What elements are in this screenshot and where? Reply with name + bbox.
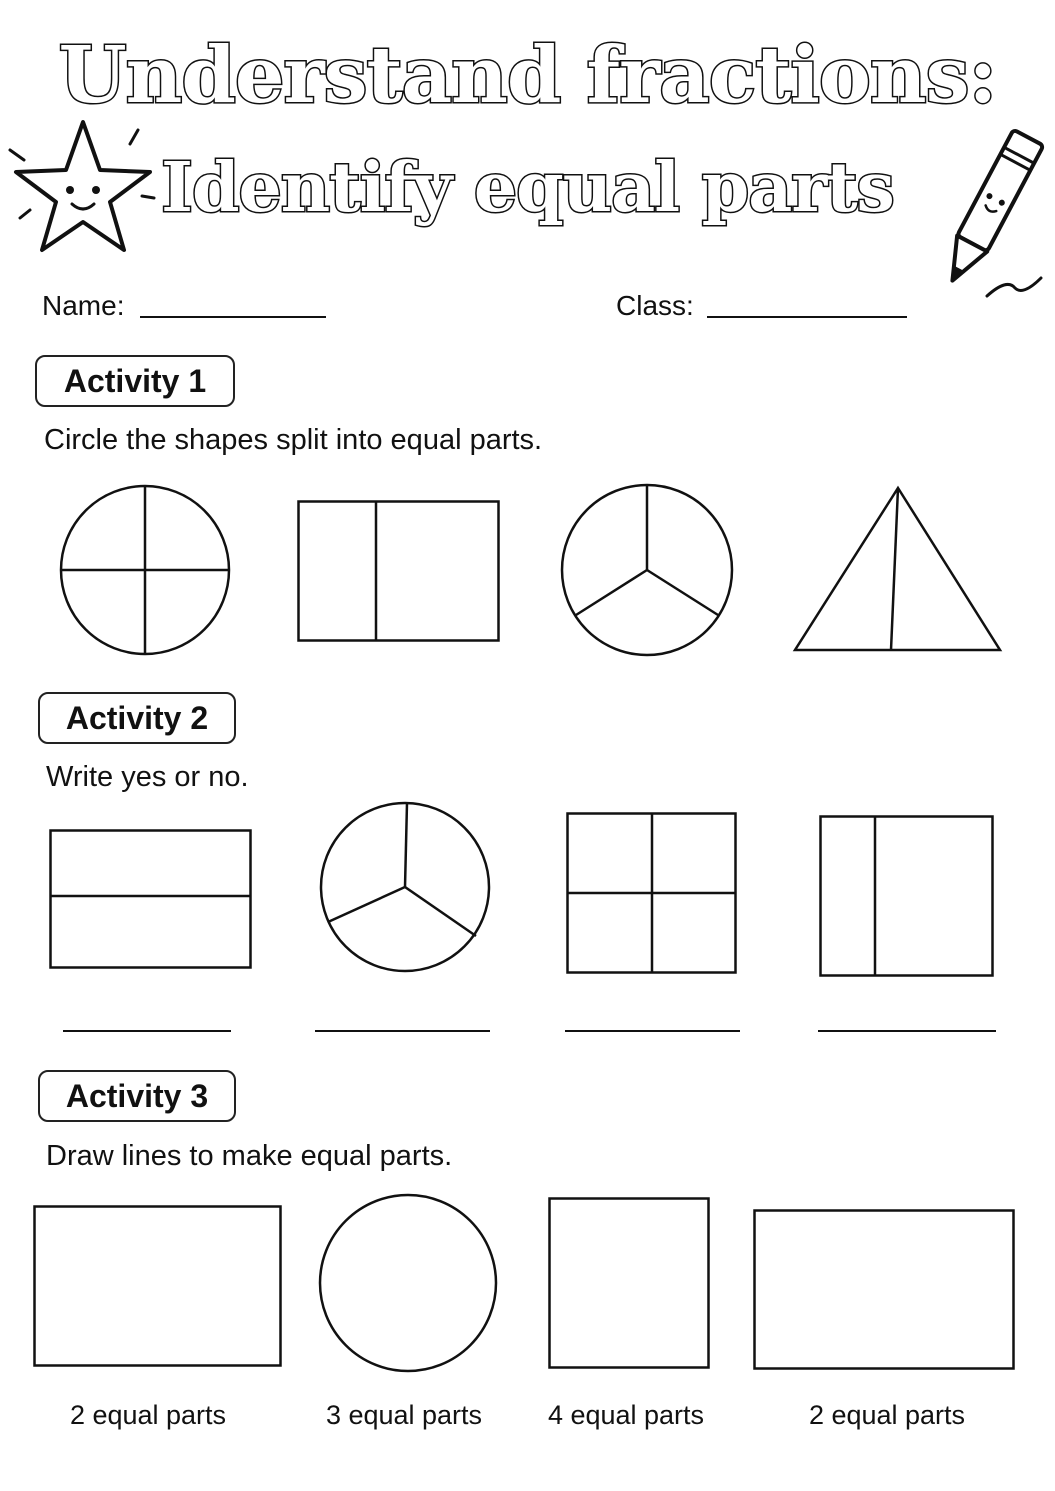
parts-label-3: 4 equal parts (547, 1400, 705, 1430)
circle-three-parts-shape-2[interactable] (318, 800, 492, 974)
circle-four-parts-shape[interactable] (58, 482, 232, 658)
activity-3-instruction: Draw lines to make equal parts. (46, 1140, 453, 1172)
rectangle-two-parts-shape[interactable] (297, 500, 501, 642)
parts-label-4: 2 equal parts (808, 1400, 966, 1430)
worksheet-title-line-2: Identify equal parts (161, 148, 894, 228)
name-label: Name: (42, 290, 125, 321)
blank-rectangle-shape-2[interactable] (753, 1209, 1016, 1371)
worksheet-title-line-1: Understand fractions: (58, 30, 997, 121)
blank-rectangle-shape-1[interactable] (33, 1205, 283, 1368)
answer-line-2[interactable] (315, 1028, 490, 1032)
activity-3-label: Activity 3 (38, 1070, 236, 1122)
blank-circle-shape[interactable] (317, 1192, 499, 1374)
circle-three-parts-shape[interactable] (560, 480, 734, 660)
activity-1-label: Activity 1 (35, 355, 235, 407)
square-four-parts-shape[interactable] (566, 812, 738, 975)
triangle-two-parts-shape[interactable] (793, 486, 1003, 654)
activity-2-instruction: Write yes or no. (46, 761, 249, 793)
activity-2-label: Activity 2 (38, 692, 236, 744)
answer-line-3[interactable] (565, 1028, 740, 1032)
parts-label-1: 2 equal parts (69, 1400, 227, 1430)
name-blank-line[interactable] (140, 314, 326, 318)
square-two-unequal-parts-shape[interactable] (819, 815, 995, 978)
class-blank-line[interactable] (707, 314, 907, 318)
blank-square-shape[interactable] (548, 1197, 711, 1370)
parts-label-2: 3 equal parts (325, 1400, 483, 1430)
answer-line-4[interactable] (818, 1028, 996, 1032)
activity-1-instruction: Circle the shapes split into equal parts. (44, 424, 543, 456)
class-label: Class: (616, 290, 694, 321)
rectangle-two-horizontal-parts-shape[interactable] (49, 829, 253, 970)
answer-line-1[interactable] (63, 1028, 231, 1032)
